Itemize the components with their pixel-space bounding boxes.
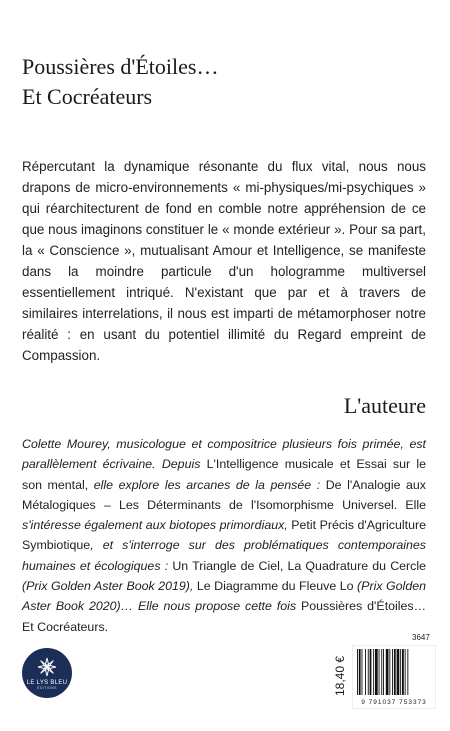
price-label xyxy=(333,648,347,704)
author-heading: L'auteure xyxy=(343,393,426,418)
barcode-bar xyxy=(357,649,358,695)
barcode-bar xyxy=(383,649,384,695)
barcode-bar xyxy=(373,649,374,695)
barcode-bar xyxy=(368,649,369,695)
title-line-2: Et Cocréateurs xyxy=(22,84,153,109)
barcode-bar xyxy=(402,649,404,695)
barcode-bar xyxy=(400,649,401,695)
barcode-bar xyxy=(394,649,396,695)
bio-segment: Petit Précis d'Agriculture Symbiotique xyxy=(22,518,426,553)
barcode-bar xyxy=(389,649,390,695)
bio-segment: L'Intelligence musicale et Essai sur le son mental, xyxy=(22,457,426,492)
bio-segment: (Prix Golden Aster Book 2020)… Elle nous propose cette fois xyxy=(22,579,426,614)
price-text: 18,40 € xyxy=(333,655,348,697)
barcode-bar xyxy=(359,649,361,695)
publisher-sub: ÉDITIONS xyxy=(37,686,57,690)
bio-segment: Colette Mourey, musicologue et compositrice plusieurs fois primée, est parallèlement écrivaine. Depuis xyxy=(22,437,426,472)
barcode-bar xyxy=(379,649,380,695)
isbn-digits: 9 791037 753373 xyxy=(361,699,427,706)
barcode-bar xyxy=(407,649,408,695)
publisher-logo xyxy=(22,648,72,698)
barcode-bar xyxy=(392,649,393,695)
barcode-bars xyxy=(357,649,431,695)
bio-segment: Le Diagramme du Fleuve Lo xyxy=(196,579,358,594)
bio-segment: Poussières d'Étoiles… Et Cocréateurs. xyxy=(22,599,427,634)
barcode-bar xyxy=(365,649,366,695)
isbn-barcode xyxy=(352,645,436,709)
barcode-bar xyxy=(405,649,406,695)
bio-segment: De l'Analogie aux Métalogiques – Les Déterminants de l'Isomorphisme Universel. Elle xyxy=(22,477,427,512)
bio-segment: Un Triangle de Ciel, La Quadrature du Cercle xyxy=(172,558,427,573)
barcode-bar xyxy=(370,649,372,695)
barcode-bar xyxy=(375,649,378,695)
synopsis-paragraph: Répercutant la dynamique résonante du flux vital, nous nous drapons de micro-environnements « mi-physiques/mi-psychiques » qui réarchitecturent de fond en comble notre appréhension de ce que nous imaginons constituer le « monde extérieur ». Pour sa part, la « Conscience », mutualisant Amour et Intelligence, se manifeste dans la moindre particule d'un hologramme multiversel essentiellement intriqué. N'existant que par et à travers de similaires interrelations, il nous est imparti de métamorphoser notre réalité : en usant du potentiel illimité du Regard empreint de Compassion. xyxy=(22,159,426,363)
product-code: 3647 xyxy=(412,633,430,642)
barcode-bar xyxy=(362,649,363,695)
author-bio xyxy=(22,434,426,637)
bio-segment: s'intéresse également aux biotopes primordiaux, xyxy=(22,518,292,533)
bio-segment: , et s'interroge sur des problématiques contemporaines humaines et écologiques : xyxy=(22,538,426,573)
book-title xyxy=(22,52,422,112)
barcode-bar xyxy=(386,649,389,695)
bio-segment: elle explore les arcanes de la pensée : xyxy=(93,477,326,492)
bio-segment: (Prix Golden Aster Book 2019), xyxy=(22,579,197,594)
barcode-bar xyxy=(381,649,382,695)
lily-flower-icon xyxy=(36,656,58,678)
publisher-name: LE LYS BLEU xyxy=(26,680,68,686)
title-line-1: Poussières d'Étoiles… xyxy=(22,54,219,79)
barcode-bar xyxy=(397,649,400,695)
